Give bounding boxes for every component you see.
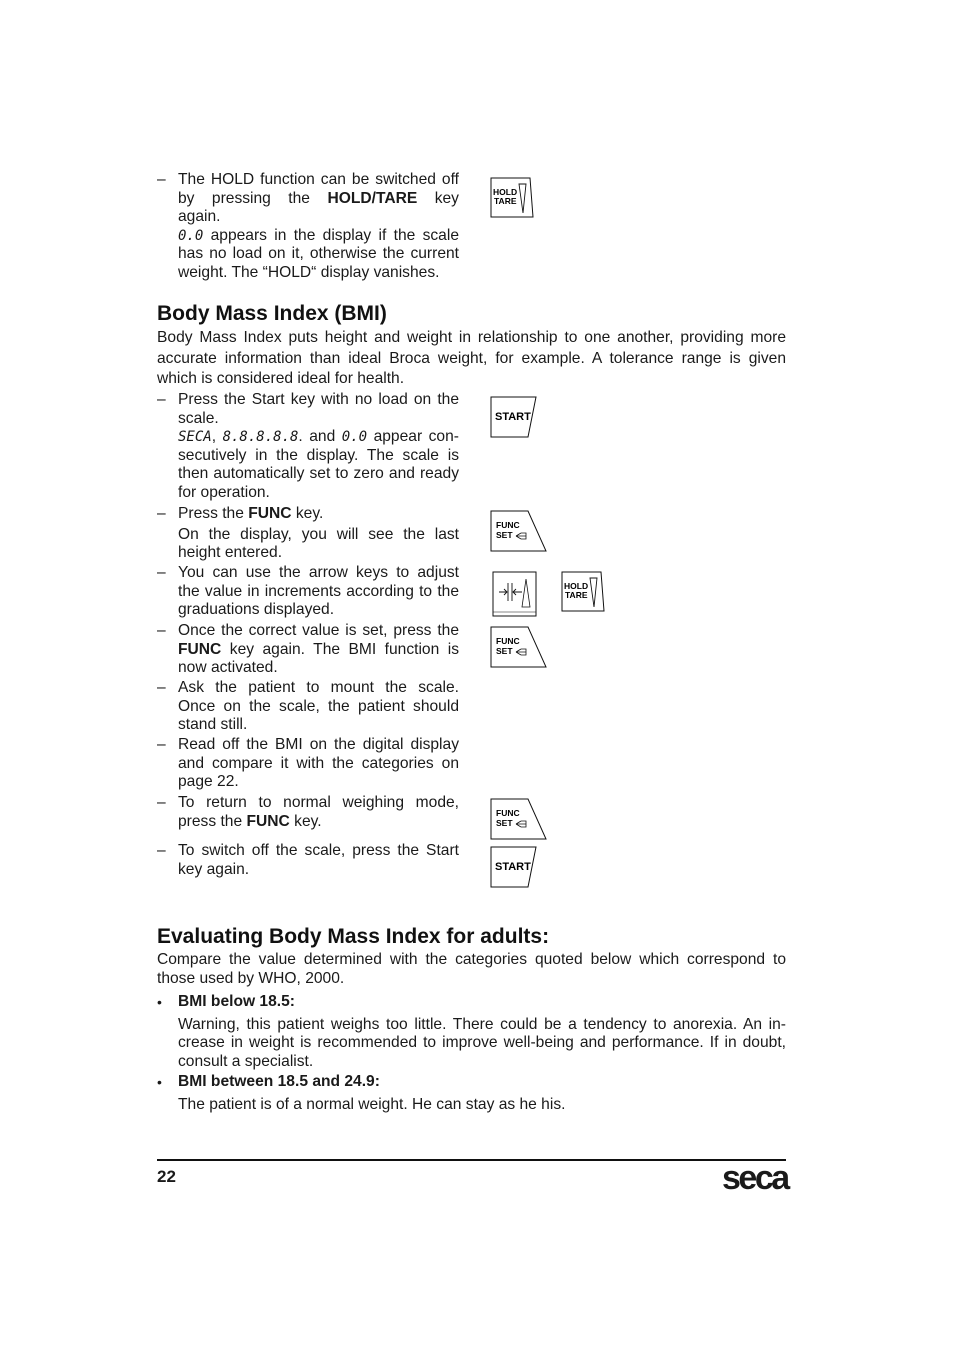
dash-bullet: – xyxy=(157,391,166,408)
start-key-icon xyxy=(490,396,538,438)
text-line: and compare it with the categories on xyxy=(178,754,459,772)
step-return xyxy=(178,794,459,831)
step-func xyxy=(178,505,459,563)
evaluating-intro xyxy=(157,951,786,988)
dash-bullet: – xyxy=(157,736,166,753)
dash-bullet: – xyxy=(157,622,166,639)
text-line: SECA, 8.8.8.8.8. and 0.0 appear con- xyxy=(178,428,459,446)
svg-text:FUNC: FUNC xyxy=(496,520,520,530)
svg-text:TARE: TARE xyxy=(565,590,588,600)
text-line: weight. The “HOLD“ display vanishes. xyxy=(178,263,440,281)
svg-text:SET: SET xyxy=(496,530,513,540)
dash-bullet: – xyxy=(157,505,166,522)
text-line: The patient is of a normal weight. He can stay as he his. xyxy=(178,1095,566,1113)
hold-tare-key-icon xyxy=(490,177,534,218)
func-set-key-icon xyxy=(490,798,548,840)
category-title: BMI below 18.5: xyxy=(178,993,295,1010)
func-set-key-icon xyxy=(490,626,548,668)
text-line: for operation. xyxy=(178,483,270,501)
step-start xyxy=(178,391,459,503)
text-line: by pressing the HOLD/TARE key xyxy=(178,189,459,207)
display-segments-glyph: 8.8.8.8.8 xyxy=(222,429,299,446)
svg-text:FUNC: FUNC xyxy=(496,808,520,818)
text-line: Warning, this patient weighs too little. There could be a tendency to anorexia. An in- xyxy=(178,1015,786,1033)
category-title: BMI between 18.5 and 24.9: xyxy=(178,1073,380,1090)
svg-text:HOLD: HOLD xyxy=(564,581,589,591)
dash-bullet: – xyxy=(157,679,166,696)
step-read xyxy=(178,736,459,792)
text-line: Press the Start key with no load on the xyxy=(178,391,459,408)
text-line: 0.0 appears in the display if the scale xyxy=(178,226,459,244)
func-set-key-icon xyxy=(490,510,548,552)
step-arrow-keys xyxy=(178,564,459,620)
text-line: Once on the scale, the patient should xyxy=(178,697,459,715)
dash-bullet: – xyxy=(157,171,166,188)
svg-text:FUNC: FUNC xyxy=(496,636,520,646)
text-line: Press the FUNC key. xyxy=(178,505,324,522)
text-line: page 22. xyxy=(178,773,239,791)
svg-text:TARE: TARE xyxy=(494,196,517,206)
text-line: Ask the patient to mount the scale. xyxy=(178,679,459,696)
svg-text:SET: SET xyxy=(496,818,513,828)
step-switch-off xyxy=(178,842,459,879)
step-mount xyxy=(178,679,459,735)
evaluating-heading: Evaluating Body Mass Index for adults: xyxy=(157,925,550,948)
text-line: height entered. xyxy=(178,544,283,562)
text-line: has no load on it, otherwise the current xyxy=(178,245,459,263)
text-line: press the FUNC key. xyxy=(178,812,322,830)
category-normal xyxy=(178,1073,786,1114)
text-line: Once the correct value is set, press the xyxy=(178,622,459,639)
text-line: Compare the value determined with the categories quoted below which correspond to xyxy=(157,951,786,968)
svg-text:HOLD: HOLD xyxy=(493,187,518,197)
text-line: accurate information than ideal Broca weight, for example. A tolerance range is given xyxy=(157,349,786,367)
bmi-intro xyxy=(157,328,786,390)
text-line: those used by WHO, 2000. xyxy=(157,969,345,987)
text-line: To return to normal weighing mode, xyxy=(178,794,459,811)
text-line: To switch off the scale, press the Start xyxy=(178,842,459,859)
text-line: key again. xyxy=(178,860,250,878)
start-key-icon xyxy=(490,846,538,888)
text-line: scale. xyxy=(178,409,219,427)
footer-rule xyxy=(157,1159,786,1161)
svg-text:START: START xyxy=(495,411,531,423)
text-line: then automatically set to zero and ready xyxy=(178,465,459,483)
text-line: the value in increments according to the xyxy=(178,582,459,600)
bullet-dot: • xyxy=(157,1074,162,1090)
dash-bullet: – xyxy=(157,794,166,811)
text-line: which is considered ideal for health. xyxy=(157,370,405,387)
svg-text:START: START xyxy=(495,861,531,873)
category-underweight xyxy=(178,993,786,1071)
text-line: Read off the BMI on the digital display xyxy=(178,736,459,753)
text-line: FUNC key again. The BMI function is xyxy=(178,640,459,658)
arrow-key-icon xyxy=(492,571,538,617)
text-line: crease in weight is recommended to improve well-being and performance. If in doubt, xyxy=(178,1034,786,1052)
text-line: graduations displayed. xyxy=(178,601,335,619)
text-line: You can use the arrow keys to adjust xyxy=(178,564,459,581)
display-zero-glyph: 0.0 xyxy=(341,429,368,446)
text-line: now activated. xyxy=(178,659,278,677)
page-number: 22 xyxy=(157,1167,176,1186)
step-confirm xyxy=(178,622,459,678)
text-line: again. xyxy=(178,208,221,226)
display-zero-glyph: 0.0 xyxy=(178,227,204,244)
text-line: secutively in the display. The scale is xyxy=(178,446,459,464)
display-seca-glyph: SECA xyxy=(178,429,212,446)
hold-tare-key-icon xyxy=(561,571,605,612)
text-line: Body Mass Index puts height and weight in relationship to one another, providing more xyxy=(157,329,786,346)
text-line: stand still. xyxy=(178,716,248,734)
dash-bullet: – xyxy=(157,564,166,581)
text-line: The HOLD function can be switched off xyxy=(178,171,459,188)
bmi-heading: Body Mass Index (BMI) xyxy=(157,302,387,325)
text-line: On the display, you will see the last xyxy=(178,525,459,543)
bullet-dot: • xyxy=(157,994,162,1010)
seca-logo: seca xyxy=(722,1159,788,1197)
text-line: consult a specialist. xyxy=(178,1052,314,1070)
dash-bullet: – xyxy=(157,842,166,859)
svg-text:SET: SET xyxy=(496,646,513,656)
